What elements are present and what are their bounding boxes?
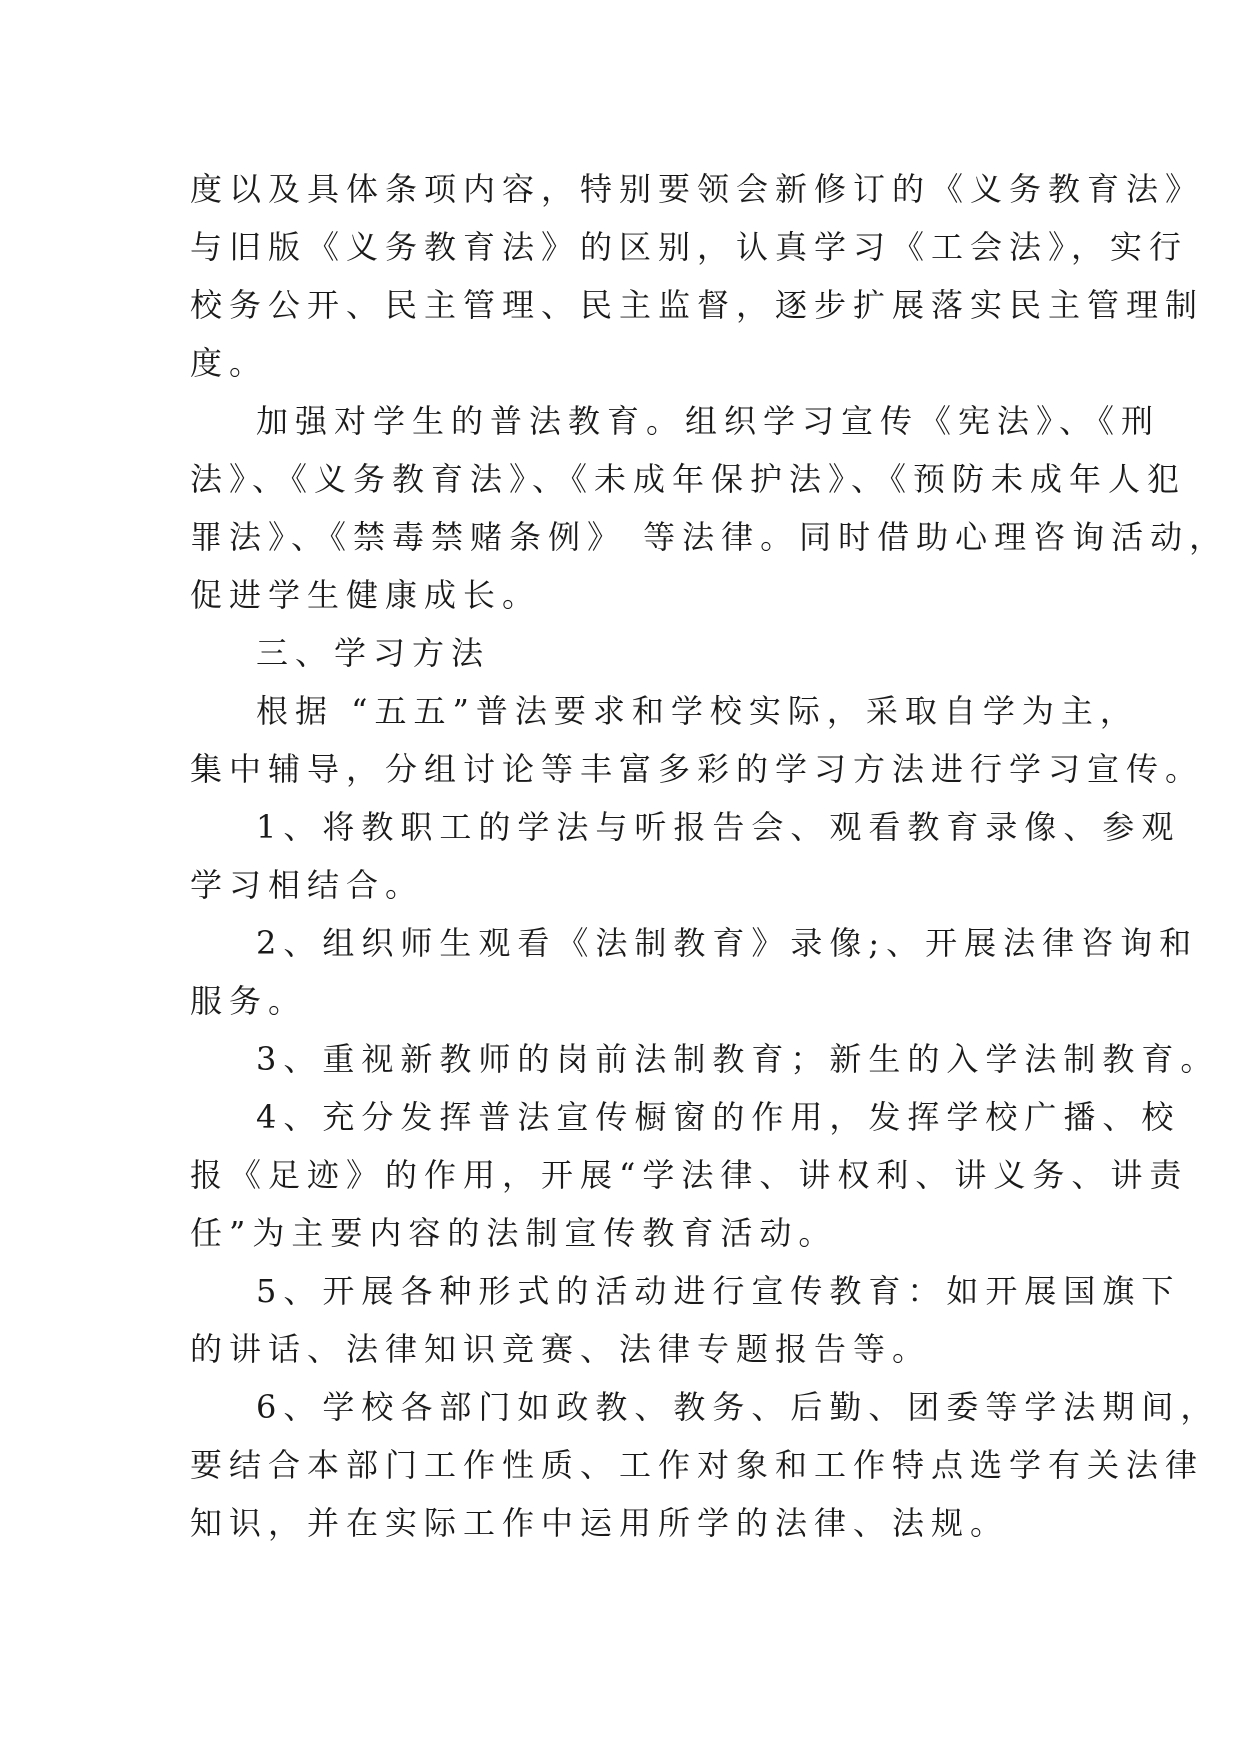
text-line: 度。 — [190, 344, 269, 382]
list-item-4: 4、充分发挥普法宣传橱窗的作用，发挥学校广播、校 — [256, 1098, 1181, 1136]
text-line: 服务。 — [190, 982, 308, 1020]
text-line: 促进学生健康成长。 — [190, 576, 542, 614]
text-line: 罪法》、《禁毒禁赌条例》 等法律。同时借助心理咨询活动， — [190, 518, 1229, 556]
text-line: 报《足迹》的作用，开展“学法律、讲权利、讲义务、讲责 — [190, 1156, 1189, 1194]
text-line: 任”为主要内容的法制宣传教育活动。 — [190, 1214, 838, 1252]
text-line: 的讲话、法律知识竞赛、法律专题报告等。 — [190, 1330, 932, 1368]
paragraph-start-line: 根据 “五五”普法要求和学校实际，采取自学为主， — [256, 692, 1139, 730]
body-text — [190, 160, 1229, 1552]
text-line: 学习相结合。 — [190, 866, 425, 904]
text-line: 校务公开、民主管理、民主监督，逐步扩展落实民主管理制 — [190, 286, 1205, 324]
text-line: 要结合本部门工作性质、工作对象和工作特点选学有关法律 — [190, 1446, 1205, 1484]
text-line: 度以及具体条项内容，特别要领会新修订的《义务教育法》 — [190, 170, 1205, 208]
text-line: 与旧版《义务教育法》的区别，认真学习《工会法》，实行 — [190, 228, 1189, 266]
list-item-6: 6、学校各部门如政教、教务、后勤、团委等学法期间， — [256, 1388, 1220, 1426]
text-line: 法》、《义务教育法》、《未成年保护法》、《预防未成年人犯 — [190, 460, 1187, 498]
section-heading: 三、学习方法 — [256, 634, 491, 672]
list-item-5: 5、开展各种形式的活动进行宣传教育：如开展国旗下 — [256, 1272, 1181, 1310]
list-item-2: 2、组织师生观看《法制教育》录像;、开展法律咨询和 — [256, 924, 1199, 962]
list-item-1: 1、将教职工的学法与听报告会、观看教育录像、参观 — [256, 808, 1181, 846]
text-line: 知识，并在实际工作中运用所学的法律、法规。 — [190, 1504, 1010, 1542]
list-item-3: 3、重视新教师的岗前法制教育；新生的入学法制教育。 — [256, 1040, 1220, 1078]
text-line: 集中辅导，分组讨论等丰富多彩的学习方法进行学习宣传。 — [190, 750, 1205, 788]
paragraph-start-line: 加强对学生的普法教育。组织学习宣传《宪法》、《刑 — [256, 402, 1161, 440]
